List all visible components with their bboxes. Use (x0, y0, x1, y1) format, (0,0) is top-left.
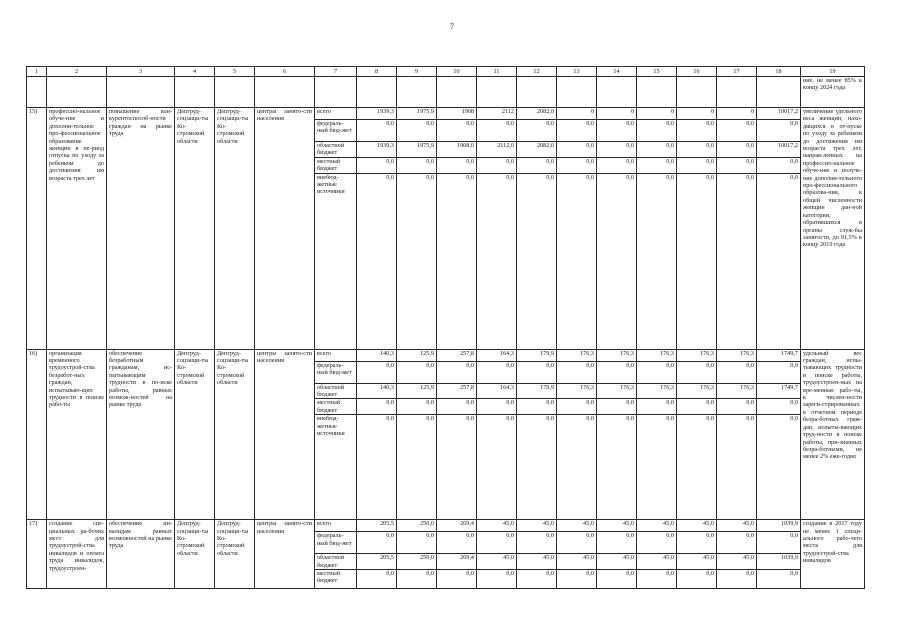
amount-cell: 1039,9 (757, 554, 801, 570)
page-number: 7 (450, 22, 454, 31)
amount-cell: 0,0 (677, 570, 717, 589)
amount-cell: 0,0 (597, 142, 637, 158)
amount-cell: 140,3 (357, 383, 397, 399)
amount-cell: 2082,0 (517, 108, 557, 120)
amount-cell: 0,0 (717, 532, 757, 554)
column-number-8: 8 (357, 67, 397, 77)
amount-cell: 0,0 (637, 173, 677, 349)
amount-cell: 0,0 (597, 399, 637, 415)
amount-cell: 0,0 (357, 532, 397, 554)
amount-cell: 0,0 (637, 570, 677, 589)
column-number-18: 18 (757, 67, 801, 77)
amount-cell: 0,0 (397, 157, 437, 173)
amount-cell: 0,0 (757, 173, 801, 349)
participant: центры занято-сти населения (255, 108, 315, 350)
column-number-6: 6 (255, 67, 315, 77)
amount-cell: 176,3 (557, 349, 597, 361)
amount-cell: 2112,0 (477, 142, 517, 158)
amount-cell: 0,0 (637, 120, 677, 142)
amount-cell: 0,0 (677, 142, 717, 158)
amount-cell: 0,0 (477, 570, 517, 589)
funding-source: всего (315, 108, 357, 120)
amount-cell: 205,5 (357, 554, 397, 570)
budget-table (26, 66, 865, 589)
amount-cell: 0,0 (757, 570, 801, 589)
column-number-15: 15 (637, 67, 677, 77)
amount-cell: 0,0 (397, 361, 437, 383)
amount-cell: 0,0 (557, 120, 597, 142)
amount-cell: 0,0 (557, 532, 597, 554)
amount-cell: 0,0 (717, 157, 757, 173)
amount-cell: 45,0 (597, 554, 637, 570)
amount-cell: 0,0 (357, 173, 397, 349)
funding-source: федераль-ный бюд-жет (315, 120, 357, 142)
funding-source: местный бюджет (315, 399, 357, 415)
empty-cell (477, 77, 517, 108)
column-number-2: 2 (47, 67, 107, 77)
co-executor: Депгруд-соцзащи-ты Ко-стромской области (215, 520, 255, 589)
amount-cell: 0,0 (557, 361, 597, 383)
measure-purpose: повышение кон-курентоспособ-ности граждан на рынке труда (107, 108, 175, 350)
amount-cell: 45,0 (677, 520, 717, 532)
amount-cell: 0,0 (557, 173, 597, 349)
column-number-5: 5 (215, 67, 255, 77)
amount-cell: 176,3 (677, 349, 717, 361)
amount-cell: 0,0 (557, 142, 597, 158)
column-number-14: 14 (597, 67, 637, 77)
measure-name: организация временного трудоустрой-ства безработ-ных граждан, испытываю-щих трудности в поиске рабо-ты (47, 349, 107, 520)
amount-cell: 0,0 (637, 399, 677, 415)
amount-cell: 0,0 (477, 120, 517, 142)
amount-cell: 0,0 (477, 415, 517, 520)
funding-source: областной бюджет (315, 383, 357, 399)
empty-cell (255, 77, 315, 108)
amount-cell: 0,0 (517, 173, 557, 349)
expected-result: удельный вес граждан, испы-тывающих трудности в поиске работы, трудоустроен-ных на вре-менные рабо-ты, к числен-ности зареги-стрированных в отчетном периоде безра-ботных граж-дан, испыты-вающих труд-ности в поиске работы, при-знанных безра-ботными, не менее 2% еже-годно (801, 349, 865, 520)
amount-cell: 45,0 (597, 520, 637, 532)
amount-cell: 0,0 (717, 570, 757, 589)
participant: центры занято-сти населения (255, 520, 315, 589)
amount-cell: 164,3 (477, 349, 517, 361)
amount-cell: 0,0 (437, 361, 477, 383)
amount-cell: 125,9 (397, 349, 437, 361)
funding-source: внебюд-жетные источники (315, 415, 357, 520)
funding-source: федераль-ный бюд-жет (315, 532, 357, 554)
amount-cell: 179,9 (517, 383, 557, 399)
amount-cell: 0,0 (557, 570, 597, 589)
amount-cell: 164,3 (477, 383, 517, 399)
amount-cell: 0,0 (597, 532, 637, 554)
budget-row (27, 108, 865, 120)
amount-cell: 140,3 (357, 349, 397, 361)
empty-cell (215, 77, 255, 108)
measure-name: профессио-нальное обуче-ние и дополни-тельное про-фессиональное образование женщин в пе-риод отпуска по уходу за ребенком до достижения им возраста трех лет (47, 108, 107, 350)
empty-cell (47, 77, 107, 108)
amount-cell: 0,0 (397, 532, 437, 554)
amount-cell: 269,4 (437, 554, 477, 570)
amount-cell: 176,3 (637, 349, 677, 361)
measure-purpose: обеспечение ин-валидам равных возможностей на рынке труда (107, 520, 175, 589)
empty-cell (357, 77, 397, 108)
header-row (27, 67, 865, 77)
amount-cell: 0,0 (517, 157, 557, 173)
amount-cell: 176,3 (557, 383, 597, 399)
amount-cell: 0,0 (597, 361, 637, 383)
amount-cell: 10017,2 (757, 142, 801, 158)
carry-over-row (27, 77, 865, 108)
amount-cell: 0,0 (397, 173, 437, 349)
amount-cell: 45,0 (517, 520, 557, 532)
amount-cell: 45,0 (717, 520, 757, 532)
empty-cell (107, 77, 175, 108)
amount-cell: 0,0 (477, 532, 517, 554)
entry-number: 15) (27, 108, 47, 350)
amount-cell: 176,3 (717, 383, 757, 399)
amount-cell: 0,0 (397, 399, 437, 415)
amount-cell: 2112 (477, 108, 517, 120)
amount-cell: 0,0 (437, 173, 477, 349)
funding-source: внебюд-жетные источники (315, 173, 357, 349)
amount-cell: 0,0 (597, 415, 637, 520)
expected-result: создание в 2017 году не менее 1 специ-ального рабо-чего места для трудоустрой-ства инвалидов (801, 520, 865, 589)
column-number-19: 19 (801, 67, 865, 77)
amount-cell: 205,5 (357, 520, 397, 532)
amount-cell: 0,0 (437, 570, 477, 589)
empty-cell (717, 77, 757, 108)
amount-cell: 0,0 (677, 173, 717, 349)
amount-cell: 0,0 (597, 570, 637, 589)
empty-cell (677, 77, 717, 108)
amount-cell: 0,0 (717, 361, 757, 383)
responsible-executor: Депгруд-соцзащи-ты Ко-стромской области (175, 108, 215, 350)
amount-cell: 0,0 (717, 399, 757, 415)
amount-cell: 0,0 (517, 120, 557, 142)
amount-cell: 0,0 (517, 532, 557, 554)
amount-cell: 1908,0 (437, 142, 477, 158)
responsible-executor: Депгруд-соцзащи-ты Ко-стромской области (175, 349, 215, 520)
amount-cell: 176,3 (637, 383, 677, 399)
amount-cell: 0,0 (477, 157, 517, 173)
empty-cell (397, 77, 437, 108)
amount-cell: 45,0 (637, 554, 677, 570)
empty-cell (517, 77, 557, 108)
amount-cell: 0,0 (357, 120, 397, 142)
empty-cell (597, 77, 637, 108)
amount-cell: 0,0 (637, 361, 677, 383)
amount-cell: 257,8 (437, 349, 477, 361)
funding-source: федераль-ный бюд-жет (315, 361, 357, 383)
amount-cell: 0,0 (437, 399, 477, 415)
empty-cell (637, 77, 677, 108)
amount-cell: 0,0 (677, 361, 717, 383)
amount-cell: 0,0 (557, 415, 597, 520)
amount-cell: 0,0 (557, 157, 597, 173)
column-number-4: 4 (175, 67, 215, 77)
amount-cell: 0,0 (477, 173, 517, 349)
funding-source: всего (315, 520, 357, 532)
column-number-12: 12 (517, 67, 557, 77)
empty-cell (557, 77, 597, 108)
responsible-executor: Депгруд-соцзащи-ты Ко-стромской области (175, 520, 215, 589)
amount-cell: 45,0 (717, 554, 757, 570)
amount-cell: 0,0 (517, 399, 557, 415)
column-number-7: 7 (315, 67, 357, 77)
amount-cell: 45,0 (557, 554, 597, 570)
amount-cell: 0,0 (437, 157, 477, 173)
participant: центры занято-сти населения (255, 349, 315, 520)
amount-cell: 0,0 (597, 120, 637, 142)
amount-cell: 0,0 (597, 173, 637, 349)
amount-cell: 257,8 (437, 383, 477, 399)
budget-row (27, 349, 865, 361)
empty-cell (757, 77, 801, 108)
column-number-13: 13 (557, 67, 597, 77)
measure-purpose: обеспечение безработным гражданам, ис-пытывающим трудности в по-иске работы, равных возмож-ностей на рынке труда (107, 349, 175, 520)
entry-number: 17) (27, 520, 47, 589)
entry-number: 16) (27, 349, 47, 520)
amount-cell: 0,0 (357, 157, 397, 173)
amount-cell: 0,0 (397, 570, 437, 589)
column-number-1: 1 (27, 67, 47, 77)
amount-cell: 0,0 (397, 415, 437, 520)
amount-cell: 1039,9 (757, 520, 801, 532)
amount-cell: 0,0 (677, 399, 717, 415)
amount-cell: 1749,7 (757, 383, 801, 399)
column-number-10: 10 (437, 67, 477, 77)
funding-source: областной бюджет (315, 142, 357, 158)
budget-row (27, 520, 865, 532)
amount-cell: 250,0 (397, 520, 437, 532)
funding-source: областной бюджет (315, 554, 357, 570)
amount-cell: 0,0 (637, 415, 677, 520)
amount-cell: 0 (677, 108, 717, 120)
amount-cell: 176,3 (717, 349, 757, 361)
amount-cell: 0,0 (757, 415, 801, 520)
amount-cell: 0,0 (717, 142, 757, 158)
amount-cell: 1939,3 (357, 108, 397, 120)
amount-cell: 0,0 (517, 570, 557, 589)
amount-cell: 45,0 (637, 520, 677, 532)
amount-cell: 0,0 (597, 157, 637, 173)
measure-name: создание спе-циальных ра-бочих мест для трудоустрой-ства инвалидов и оплата труда инвалидов, трудоустроен- (47, 520, 107, 589)
amount-cell: 0 (717, 108, 757, 120)
amount-cell: 0,0 (637, 157, 677, 173)
amount-cell: 10017,2 (757, 108, 801, 120)
amount-cell: 0,0 (757, 120, 801, 142)
amount-cell: 179,9 (517, 349, 557, 361)
amount-cell: 45,0 (677, 554, 717, 570)
amount-cell: 0 (557, 108, 597, 120)
amount-cell: 0,0 (477, 399, 517, 415)
amount-cell: 0,0 (557, 399, 597, 415)
empty-cell (315, 77, 357, 108)
amount-cell: 176,3 (597, 383, 637, 399)
amount-cell: 0,0 (757, 399, 801, 415)
funding-source: местный бюджет (315, 570, 357, 589)
co-executor: Депгруд-соцзащи-ты Ко-стромской области (215, 349, 255, 520)
amount-cell: 0,0 (637, 532, 677, 554)
amount-cell: 0,0 (677, 532, 717, 554)
co-executor: Депгруд-соцзащи-ты Ко-стромской области (215, 108, 255, 350)
empty-cell (437, 77, 477, 108)
amount-cell: 0,0 (437, 415, 477, 520)
empty-cell (27, 77, 47, 108)
amount-cell: 0,0 (757, 532, 801, 554)
amount-cell: 45,0 (477, 554, 517, 570)
amount-cell: 0 (597, 108, 637, 120)
funding-source: всего (315, 349, 357, 361)
column-number-16: 16 (677, 67, 717, 77)
amount-cell: 269,4 (437, 520, 477, 532)
carry-over-text: ние, не менее 85% к концу 2024 года (801, 77, 865, 108)
column-number-3: 3 (107, 67, 175, 77)
column-number-11: 11 (477, 67, 517, 77)
amount-cell: 1975,9 (397, 142, 437, 158)
amount-cell: 1749,7 (757, 349, 801, 361)
amount-cell: 0 (637, 108, 677, 120)
amount-cell: 0,0 (717, 415, 757, 520)
expected-result: увеличение удельного веса женщин, нахо-дящихся в от-пуске по уходу за ребенком до достижения им возраста трех лет, направ-ленных на профессио-нальное обуче-ние и получе-ние дополни-тельного про-фессионального образова-ния, к общей численности женщин дан-ной категории, обратившихся в органы служ-бы занятости, до 91,5% к концу 2019 года (801, 108, 865, 350)
amount-cell: 0,0 (517, 415, 557, 520)
amount-cell: 0,0 (717, 173, 757, 349)
amount-cell: 0,0 (397, 120, 437, 142)
amount-cell: 0,0 (477, 361, 517, 383)
amount-cell: 0,0 (357, 399, 397, 415)
column-number-17: 17 (717, 67, 757, 77)
amount-cell: 0,0 (717, 120, 757, 142)
amount-cell: 0,0 (677, 157, 717, 173)
amount-cell: 176,3 (597, 349, 637, 361)
amount-cell: 0,0 (757, 157, 801, 173)
amount-cell: 0,0 (677, 415, 717, 520)
amount-cell: 0,0 (357, 361, 397, 383)
amount-cell: 0,0 (757, 361, 801, 383)
amount-cell: 250,0 (397, 554, 437, 570)
amount-cell: 0,0 (637, 142, 677, 158)
amount-cell: 45,0 (517, 554, 557, 570)
amount-cell: 0,0 (677, 120, 717, 142)
amount-cell: 125,9 (397, 383, 437, 399)
column-number-9: 9 (397, 67, 437, 77)
amount-cell: 0,0 (517, 361, 557, 383)
amount-cell: 45,0 (557, 520, 597, 532)
amount-cell: 1908 (437, 108, 477, 120)
amount-cell: 1939,3 (357, 142, 397, 158)
amount-cell: 0,0 (357, 415, 397, 520)
amount-cell: 0,0 (357, 570, 397, 589)
empty-cell (175, 77, 215, 108)
amount-cell: 176,3 (677, 383, 717, 399)
funding-source: местный бюджет (315, 157, 357, 173)
amount-cell: 0,0 (437, 120, 477, 142)
amount-cell: 1975,9 (397, 108, 437, 120)
amount-cell: 2082,0 (517, 142, 557, 158)
amount-cell: 0,0 (437, 532, 477, 554)
amount-cell: 45,0 (477, 520, 517, 532)
